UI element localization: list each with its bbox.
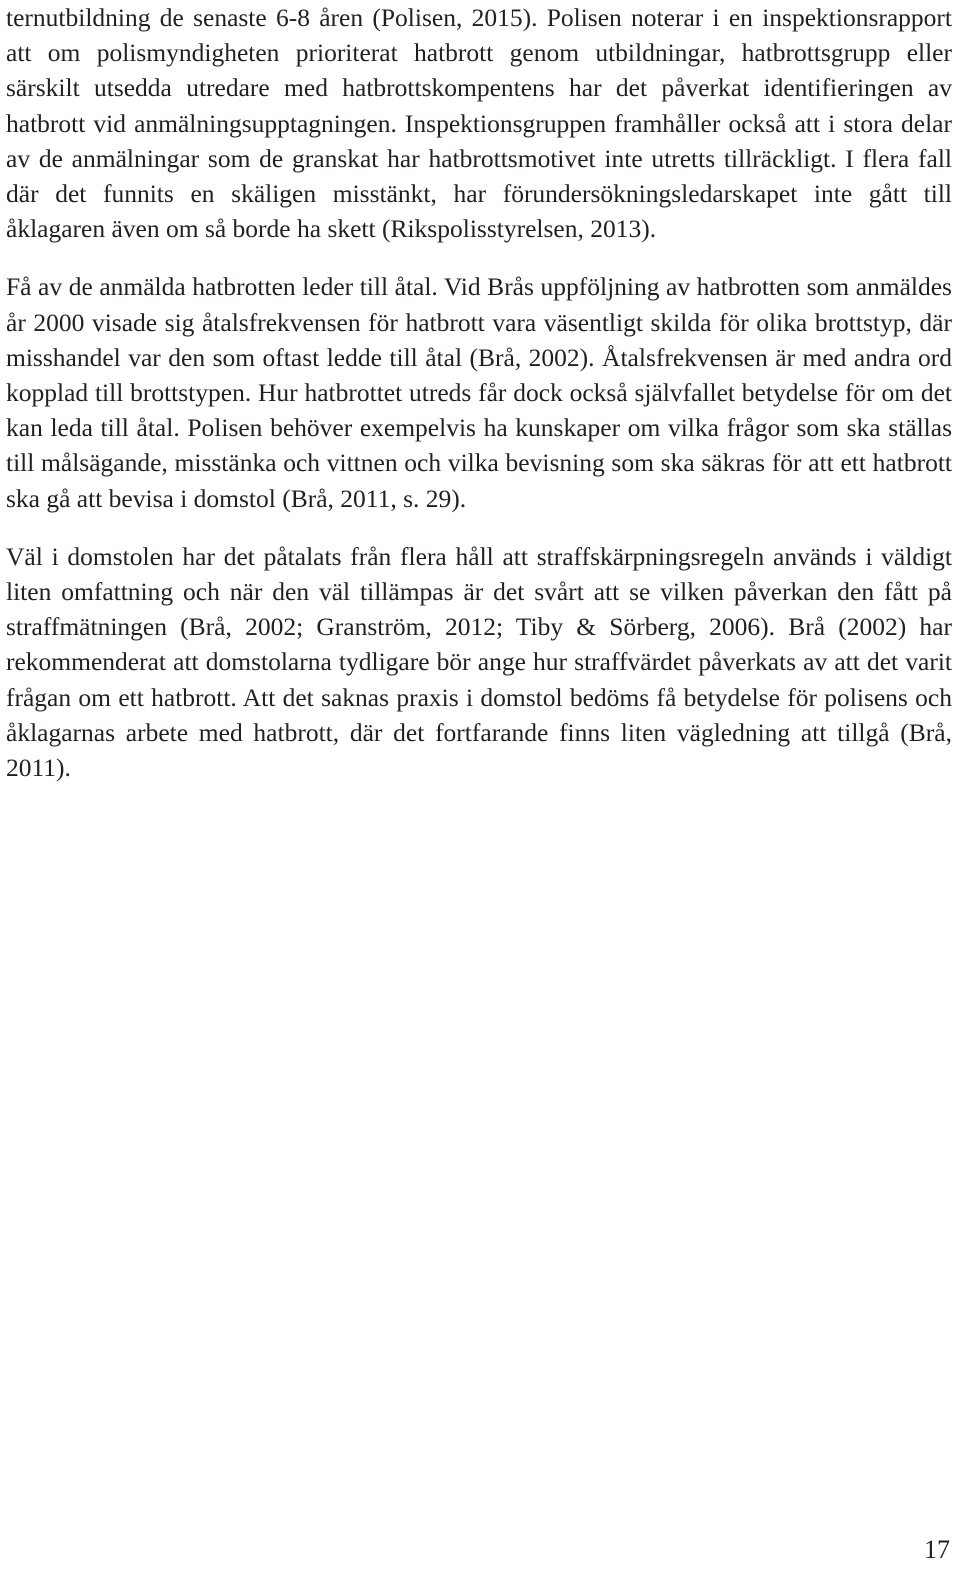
paragraph-2: Få av de anmälda hatbrotten leder till åtal. Vid Brås uppföljning av hatbrotten som anmäldes år 2000 visade sig åtalsfrekvensen för hatbrott vara väsentligt skilda för olika brottstyp, där misshandel var den som oftast ledde till åtal (Brå, 2002). Åtalsfrekvensen är med andra ord kopplad till brottstypen. Hur hatbrottet utreds får dock också självfallet betydelse för om det kan leda till åtal. Polisen behöver exempelvis ha kunskaper om vilka frågor som ska ställas till målsägande, misstänka och vittnen och vilka bevisning som ska säkras för att ett hatbrott ska gå att bevisa i domstol (Brå, 2011, s. 29). bbox=[6, 272, 952, 513]
body-text bbox=[6, 0, 952, 785]
paragraph-1: ternutbildning de senaste 6-8 åren (Polisen, 2015). Polisen noterar i en inspektionsrapport att om polismyndigheten prioriterat hatbrott genom utbildningar, hatbrottsgrupp eller särskilt utsedda utredare med hatbrottskompentens har det påverkat identifieringen av hatbrott vid anmälningsupptagningen. Inspektionsgruppen framhåller också att i stora delar av de anmälningar som de granskat har hatbrottsmotivet inte utretts tillräckligt. I flera fall där det funnits en skäligen misstänkt, har förundersökningsledarskapet inte gått till åklagaren även om så borde ha skett (Rikspolisstyrelsen, 2013). bbox=[6, 3, 952, 244]
page-number: 17 bbox=[924, 1535, 950, 1564]
paragraph-3: Väl i domstolen har det påtalats från flera håll att straffskärpningsregeln används i väldigt liten omfattning och när den väl tillämpas är det svårt att se vilken påverkan den fått på straffmätningen (Brå, 2002; Granström, 2012; Tiby & Sörberg, 2006). Brå (2002) har rekommenderat att domstolarna tydligare bör ange hur straffvärdet påverkats av att det varit frågan om ett hatbrott. Att det saknas praxis i domstol bedöms få betydelse för polisens och åklagarnas arbete med hatbrott, där det fortfarande finns liten vägledning att tillgå (Brå, 2011). bbox=[6, 541, 952, 783]
